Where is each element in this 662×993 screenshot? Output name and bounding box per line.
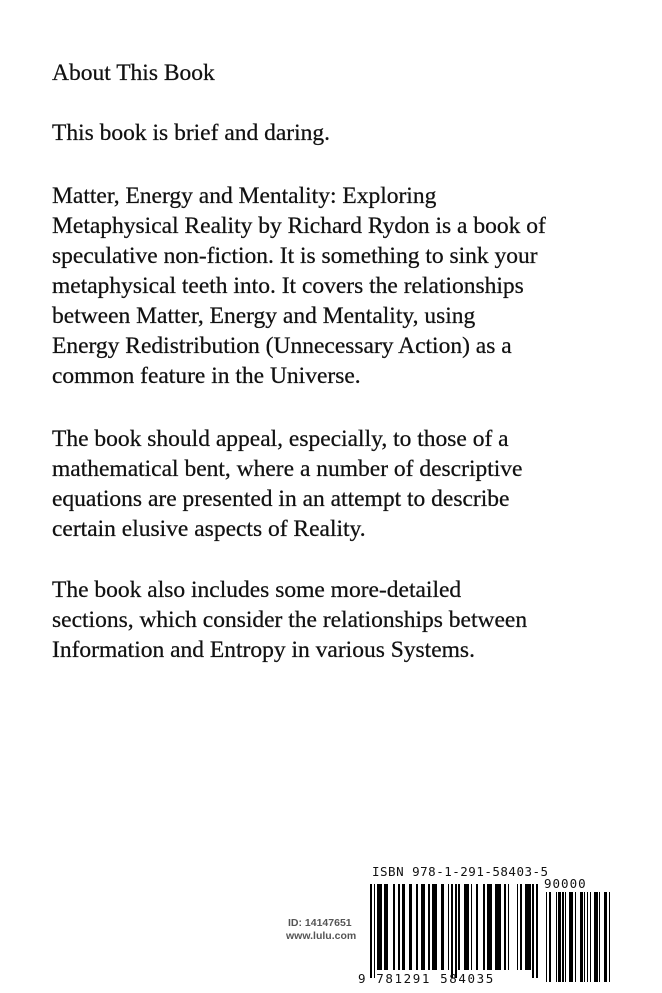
price-code-label: 90000 xyxy=(544,876,587,891)
paragraph-line: Information and Entropy in various Systems. xyxy=(52,637,475,663)
publisher-id: ID: 14147651 xyxy=(288,917,352,929)
description-paragraph-2 xyxy=(52,424,627,544)
paragraph-line: common feature in the Universe. xyxy=(52,363,361,389)
ean-digits: 9 781291 584035 xyxy=(358,971,495,986)
paragraph-line: between Matter, Energy and Mentality, using xyxy=(52,303,476,329)
barcode-bar xyxy=(609,892,610,982)
description-paragraph-3 xyxy=(52,575,627,665)
paragraph-line: Metaphysical Reality by Richard Rydon is a book of xyxy=(52,213,546,239)
paragraph-line: sections, which consider the relationships between xyxy=(52,607,528,633)
paragraph-line: speculative non-fiction. It is something to sink your xyxy=(52,243,538,269)
about-section xyxy=(52,58,627,665)
paragraph-line: Energy Redistribution (Unnecessary Action) as a xyxy=(52,333,512,359)
publisher-website: www.lulu.com xyxy=(286,930,357,942)
isbn-barcode xyxy=(356,862,616,990)
paragraph-line: The book should appeal, especially, to those of a xyxy=(52,426,509,452)
paragraph-line: The book also includes some more-detailed xyxy=(52,577,462,603)
paragraph-line: mathematical bent, where a number of descriptive xyxy=(52,456,523,482)
ean-barcode-bars xyxy=(370,884,538,970)
barcode-bar xyxy=(536,884,538,978)
description-paragraph-1 xyxy=(52,181,627,391)
paragraph-line: certain elusive aspects of Reality. xyxy=(52,516,366,542)
paragraph-line: metaphysical teeth into. It covers the relationships xyxy=(52,273,524,299)
paragraph-line: Matter, Energy and Mentality: Exploring xyxy=(52,183,437,209)
isbn-label: ISBN 978-1-291-58403-5 xyxy=(372,864,549,879)
section-heading: About This Book xyxy=(52,60,215,86)
price-barcode-bars xyxy=(546,892,610,982)
paragraph-line: equations are presented in an attempt to describe xyxy=(52,486,510,512)
tagline: This book is brief and daring. xyxy=(52,120,331,146)
